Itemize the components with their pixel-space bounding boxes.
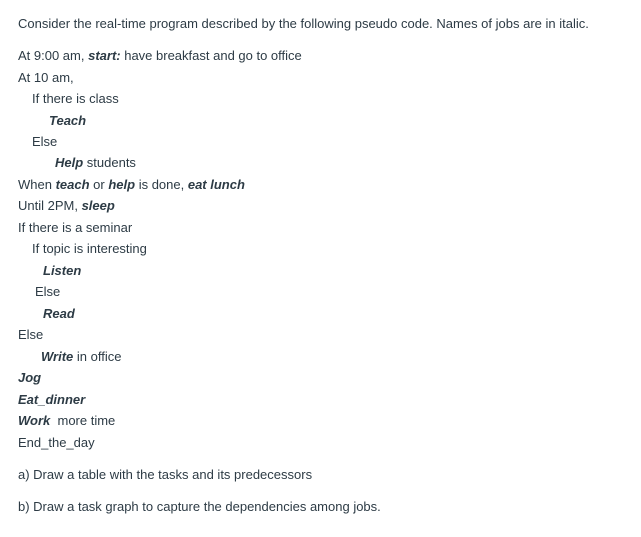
job-name-listen: Listen (43, 263, 82, 278)
job-name-work: Work (18, 413, 51, 428)
job-name-help: Help (55, 155, 84, 170)
code-line-10am: At 10 am, (18, 70, 74, 85)
question-b: b) Draw a task graph to capture the dependencies among jobs. (18, 499, 381, 514)
code-text: have breakfast and go to office (120, 48, 302, 63)
code-text: students (83, 155, 136, 170)
code-line-start (18, 48, 302, 64)
code-line-else-1: Else (32, 134, 58, 149)
code-line-sleep (18, 198, 115, 214)
job-name-start: start: (88, 48, 121, 63)
job-ref-teach: teach (55, 177, 90, 192)
job-name-write: Write (41, 349, 74, 364)
job-ref-help: help (108, 177, 136, 192)
code-text: or (89, 177, 109, 192)
code-text: in office (73, 349, 122, 364)
code-text: When (18, 177, 56, 192)
code-text: is done, (135, 177, 188, 192)
code-line-work (18, 413, 115, 429)
question-a: a) Draw a table with the tasks and its predecessors (18, 467, 313, 482)
job-name-eat-lunch: eat lunch (187, 177, 245, 192)
code-line-else-2: Else (35, 284, 61, 299)
code-text: At 9:00 am, (18, 48, 89, 63)
job-name-jog: Jog (18, 370, 42, 385)
job-name-read: Read (43, 306, 75, 321)
job-name-eat-dinner: Eat_dinner (18, 392, 86, 407)
code-line-lunch (18, 177, 245, 193)
code-line-help (55, 155, 136, 171)
job-name-sleep: sleep (81, 198, 115, 213)
code-line-write (41, 349, 121, 365)
code-line-end-day: End_the_day (18, 435, 95, 450)
intro-text: Consider the real-time program described by the following pseudo code. Names of jobs are in italic. (18, 16, 589, 31)
code-text: more time (50, 413, 116, 428)
code-line-if-class: If there is class (32, 91, 119, 106)
code-line-if-seminar: If there is a seminar (18, 220, 133, 235)
code-text: Until 2PM, (18, 198, 82, 213)
code-line-if-topic: If topic is interesting (32, 241, 147, 256)
job-name-teach: Teach (49, 113, 87, 128)
code-line-else-3: Else (18, 327, 44, 342)
